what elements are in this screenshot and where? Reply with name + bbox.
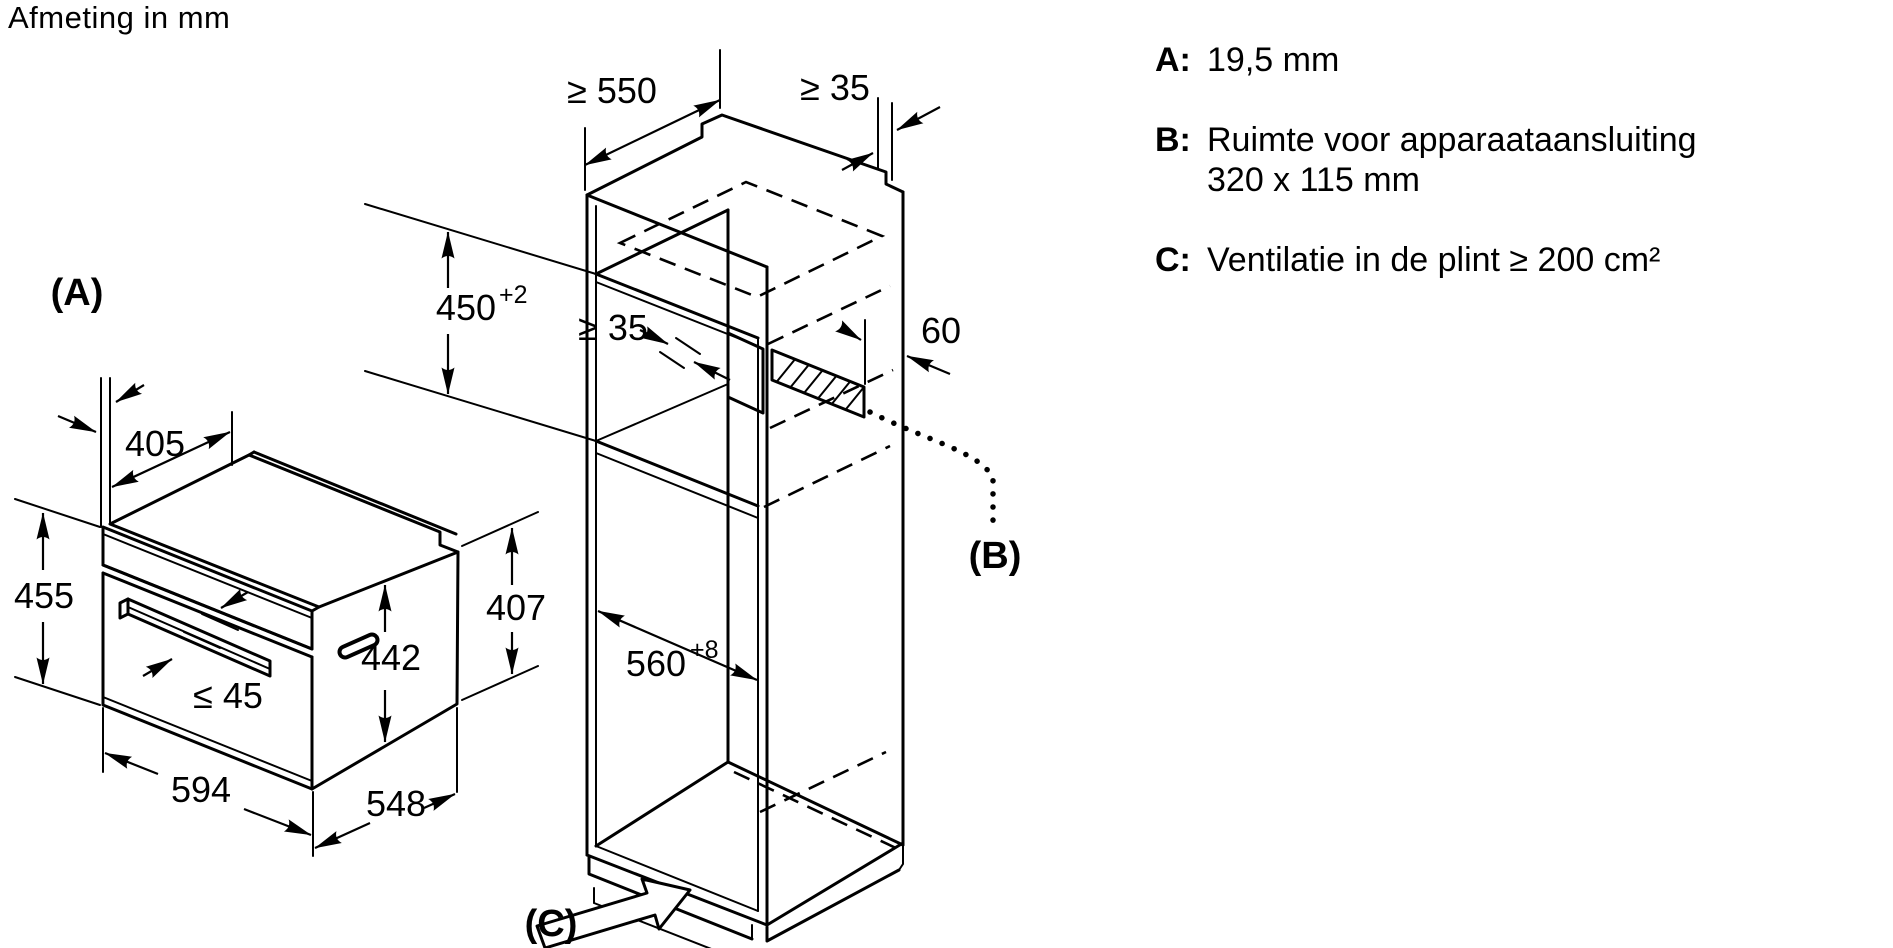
dim-niche-height: 450 — [435, 287, 496, 328]
legend-key-c: C: — [1155, 241, 1191, 279]
oven-dimensions — [15, 385, 538, 856]
legend-key-a: A: — [1155, 41, 1191, 79]
dim-oven-width: 594 — [170, 769, 232, 810]
dim-niche-width-tolerance: +8 — [690, 636, 719, 664]
legend-row-a — [1155, 40, 1885, 80]
dim-cabinet-rear-gap: ≥ 35 — [578, 307, 648, 348]
dim-oven-interior-height: 442 — [360, 637, 422, 678]
cabinet-dimensions — [365, 50, 950, 680]
legend-row-c — [1155, 240, 1885, 280]
page-title: Afmeting in mm — [8, 0, 231, 35]
dim-cabinet-rear-top-gap: ≥ 35 — [800, 67, 870, 108]
dim-rear-offset: 60 — [920, 310, 962, 351]
legend-value-c: Ventilatie in de plint ≥ 200 cm² — [1207, 241, 1661, 279]
legend-value-b-line1: Ruimte voor apparaataansluiting — [1207, 121, 1697, 159]
legend — [1155, 40, 1885, 320]
dim-niche-height-tolerance: +2 — [499, 281, 528, 309]
legend-value-a: 19,5 mm — [1207, 41, 1340, 79]
legend-row-b — [1155, 120, 1885, 200]
dim-oven-handle-clearance: ≤ 45 — [193, 675, 263, 716]
dim-oven-front-height: 455 — [13, 575, 75, 616]
oven-label-a: (A) — [50, 272, 104, 314]
dim-oven-body-height: 407 — [485, 587, 547, 628]
connection-area-hatch — [772, 350, 864, 417]
cabinet-label-b: (B) — [968, 535, 1022, 577]
dim-oven-top-inset: 405 — [124, 423, 186, 464]
dim-oven-body-depth: 548 — [365, 783, 427, 824]
dim-niche-width: 560 — [625, 643, 686, 684]
legend-value-b-line2: 320 x 115 mm — [1207, 161, 1420, 199]
dim-cabinet-depth: ≥ 550 — [567, 70, 657, 111]
cabinet-drawing — [537, 115, 993, 948]
legend-key-b: B: — [1155, 121, 1191, 159]
leader-to-b — [870, 412, 993, 530]
cabinet-label-c: (C) — [524, 903, 578, 945]
legend-value-b — [1207, 120, 1885, 200]
